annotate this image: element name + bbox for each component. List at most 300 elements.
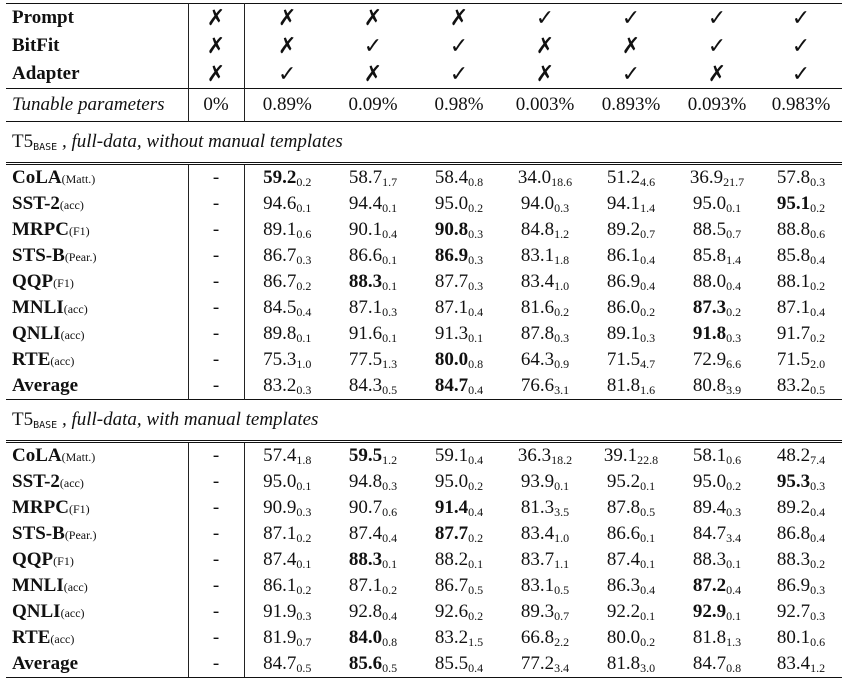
score-cell <box>416 269 502 295</box>
config-row <box>6 32 842 60</box>
score-cell <box>188 373 244 400</box>
score-cell <box>188 495 244 521</box>
task-label <box>6 217 188 243</box>
task-label <box>6 347 188 373</box>
task-metric: (acc) <box>59 198 84 212</box>
config-label: BitFit <box>6 32 188 60</box>
score-mean: 90.8 <box>434 219 469 240</box>
score-mean: 92.7 <box>776 601 811 622</box>
score-std: 0.4 <box>382 227 398 241</box>
score-mean: 85.8 <box>692 245 727 266</box>
score-cell <box>502 269 588 295</box>
score-std: 0.3 <box>382 479 398 493</box>
score-cell <box>674 373 760 400</box>
score-mean: 83.2 <box>434 627 469 648</box>
tunable-parameters-value: 0.003% <box>502 89 588 122</box>
score-cell <box>188 442 244 470</box>
score-std: 0.2 <box>640 305 656 319</box>
score-cell <box>760 373 842 400</box>
score-mean: 86.6 <box>348 245 383 266</box>
score-std: 0.4 <box>726 583 742 597</box>
score-std: 1.7 <box>382 175 398 189</box>
score-mean: 39.1 <box>603 445 638 466</box>
score-cell <box>244 547 330 573</box>
score-std: 1.2 <box>382 453 398 467</box>
score-std: 0.1 <box>296 479 312 493</box>
score-mean: 88.3 <box>348 271 383 292</box>
score-mean: 83.1 <box>520 575 555 596</box>
score-cell <box>416 547 502 573</box>
task-name: STS-B <box>12 245 65 266</box>
task-label <box>6 495 188 521</box>
cross-mark: ✗ <box>188 32 244 60</box>
config-label: Prompt <box>6 4 188 33</box>
task-label <box>6 164 188 192</box>
score-mean: - <box>212 193 220 214</box>
score-std: 0.1 <box>382 331 398 345</box>
score-mean: - <box>212 601 220 622</box>
config-row <box>6 60 842 89</box>
score-cell <box>416 164 502 192</box>
results-table <box>6 3 842 678</box>
score-cell <box>188 164 244 192</box>
score-cell <box>330 164 416 192</box>
score-cell <box>330 547 416 573</box>
score-std: 0.1 <box>296 331 312 345</box>
table-body <box>6 4 842 678</box>
score-mean: 93.9 <box>520 471 555 492</box>
score-std: 0.1 <box>640 609 656 623</box>
task-name: RTE <box>12 349 51 370</box>
score-std: 0.2 <box>726 305 742 319</box>
score-std: 0.5 <box>810 383 826 397</box>
score-mean: 89.3 <box>520 601 555 622</box>
score-mean: 81.8 <box>606 375 641 396</box>
score-mean: 57.4 <box>263 445 297 466</box>
score-cell <box>416 599 502 625</box>
score-std: 0.2 <box>296 531 312 545</box>
task-metric: (acc) <box>50 354 75 368</box>
score-mean: 94.4 <box>348 193 383 214</box>
score-std: 0.4 <box>382 531 398 545</box>
score-mean: - <box>212 575 220 596</box>
score-std: 1.2 <box>554 227 570 241</box>
score-mean: 86.9 <box>776 575 811 596</box>
score-cell <box>588 243 674 269</box>
score-mean: 36.9 <box>689 167 724 188</box>
task-name: Average <box>12 653 79 674</box>
score-cell <box>674 217 760 243</box>
task-label <box>6 373 188 400</box>
score-mean: - <box>212 297 220 318</box>
score-std: 0.4 <box>640 253 656 267</box>
score-std: 0.3 <box>810 609 826 623</box>
score-std: 2.2 <box>554 635 570 649</box>
score-mean: 89.4 <box>692 497 727 518</box>
score-std: 0.2 <box>468 609 484 623</box>
score-cell <box>330 269 416 295</box>
tunable-parameters-value: 0.093% <box>674 89 760 122</box>
score-cell <box>760 243 842 269</box>
score-mean: 58.4 <box>434 167 469 188</box>
tunable-parameters-label: Tunable parameters <box>6 89 188 122</box>
score-mean: 83.4 <box>520 523 555 544</box>
score-mean: 87.4 <box>348 523 383 544</box>
score-mean: 91.3 <box>434 323 469 344</box>
score-std: 0.3 <box>296 609 312 623</box>
score-cell <box>502 295 588 321</box>
score-cell <box>502 469 588 495</box>
score-cell <box>330 469 416 495</box>
score-mean: 87.3 <box>692 297 727 318</box>
score-cell <box>674 469 760 495</box>
check-mark: ✓ <box>760 4 842 33</box>
tunable-parameters-value: 0.98% <box>416 89 502 122</box>
score-cell <box>502 599 588 625</box>
check-mark: ✓ <box>621 61 641 86</box>
score-cell <box>244 243 330 269</box>
score-mean: - <box>212 375 220 396</box>
score-std: 0.1 <box>382 557 398 571</box>
score-cell <box>188 469 244 495</box>
config-label: Adapter <box>6 60 188 89</box>
score-mean: 80.1 <box>776 627 811 648</box>
score-cell <box>416 295 502 321</box>
score-std: 0.3 <box>296 505 312 519</box>
score-cell <box>330 191 416 217</box>
score-std: 3.4 <box>554 661 570 675</box>
score-mean: 89.1 <box>606 323 641 344</box>
score-std: 0.1 <box>382 279 398 293</box>
score-cell <box>330 442 416 470</box>
score-std: 6.6 <box>726 357 742 371</box>
section-header-row <box>6 400 842 442</box>
score-mean: 76.6 <box>520 375 555 396</box>
score-cell <box>244 191 330 217</box>
score-mean: 87.1 <box>434 297 469 318</box>
score-mean: 87.8 <box>606 497 641 518</box>
table-row <box>6 599 842 625</box>
score-mean: 84.7 <box>692 653 727 674</box>
score-cell <box>330 651 416 678</box>
task-name: CoLA <box>12 445 62 466</box>
score-cell <box>502 347 588 373</box>
score-cell <box>588 269 674 295</box>
tunable-parameters-row <box>6 89 842 122</box>
score-std: 3.9 <box>726 383 742 397</box>
score-mean: 64.3 <box>520 349 555 370</box>
score-mean: 59.2 <box>263 167 297 188</box>
score-mean: 80.0 <box>434 349 469 370</box>
score-cell <box>588 495 674 521</box>
score-std: 1.0 <box>296 357 312 371</box>
score-mean: 34.0 <box>517 167 552 188</box>
score-std: 0.2 <box>468 201 484 215</box>
task-name: MRPC <box>12 497 69 518</box>
score-mean: 66.8 <box>520 627 555 648</box>
score-cell <box>588 191 674 217</box>
score-cell <box>760 573 842 599</box>
score-cell <box>502 495 588 521</box>
score-cell <box>188 321 244 347</box>
score-std: 0.5 <box>382 383 398 397</box>
score-mean: - <box>212 549 220 570</box>
score-mean: 51.2 <box>606 167 641 188</box>
score-mean: - <box>212 627 220 648</box>
score-mean: 95.0 <box>692 471 727 492</box>
score-cell <box>588 347 674 373</box>
score-std: 0.3 <box>554 331 570 345</box>
score-std: 0.4 <box>640 583 656 597</box>
score-cell <box>416 651 502 678</box>
task-label <box>6 321 188 347</box>
score-cell <box>330 243 416 269</box>
score-mean: - <box>212 471 220 492</box>
score-std: 1.8 <box>296 453 312 467</box>
score-mean: 83.2 <box>263 375 297 396</box>
score-cell <box>330 625 416 651</box>
score-cell <box>188 651 244 678</box>
score-mean: 86.7 <box>263 245 297 266</box>
score-std: 0.4 <box>468 453 484 467</box>
score-cell <box>188 191 244 217</box>
section-model-name: T5 <box>12 131 34 152</box>
config-row <box>6 4 842 33</box>
score-cell <box>244 495 330 521</box>
score-mean: 59.1 <box>434 445 469 466</box>
score-cell <box>674 295 760 321</box>
score-mean: 57.8 <box>776 167 811 188</box>
score-cell <box>244 164 330 192</box>
score-std: 0.4 <box>810 531 826 545</box>
score-cell <box>188 243 244 269</box>
score-std: 0.1 <box>640 479 656 493</box>
task-name: STS-B <box>12 523 65 544</box>
score-cell <box>244 217 330 243</box>
score-mean: 95.3 <box>776 471 811 492</box>
score-mean: 84.7 <box>692 523 727 544</box>
score-cell <box>502 547 588 573</box>
score-mean: 94.1 <box>606 193 641 214</box>
score-std: 0.4 <box>296 305 312 319</box>
cross-mark: ✗ <box>621 33 641 58</box>
score-std: 0.2 <box>810 201 826 215</box>
score-mean: - <box>212 219 220 240</box>
task-name: SST-2 <box>12 193 60 214</box>
score-std: 0.3 <box>382 305 398 319</box>
score-cell <box>502 164 588 192</box>
score-std: 0.4 <box>468 383 484 397</box>
score-std: 0.2 <box>468 479 484 493</box>
cross-mark: ✗ <box>707 61 727 86</box>
table-row <box>6 295 842 321</box>
cross-mark: ✗ <box>535 61 555 86</box>
score-std: 0.4 <box>468 305 484 319</box>
score-std: 0.7 <box>726 227 742 241</box>
score-cell <box>760 217 842 243</box>
cross-mark: ✗ <box>244 4 330 33</box>
score-mean: 87.7 <box>434 271 469 292</box>
score-cell <box>588 469 674 495</box>
score-cell <box>674 651 760 678</box>
score-mean: 87.4 <box>263 549 297 570</box>
score-mean: 88.3 <box>692 549 727 570</box>
score-mean: 90.7 <box>348 497 383 518</box>
score-std: 0.7 <box>640 227 656 241</box>
score-mean: 71.5 <box>606 349 641 370</box>
score-std: 0.3 <box>296 383 312 397</box>
score-cell <box>674 191 760 217</box>
score-std: 0.5 <box>554 583 570 597</box>
task-name: MRPC <box>12 219 69 240</box>
score-mean: 85.5 <box>434 653 469 674</box>
score-std: 1.2 <box>810 661 826 675</box>
score-cell <box>416 625 502 651</box>
cross-mark: ✗ <box>188 60 244 89</box>
score-std: 0.1 <box>726 201 742 215</box>
score-std: 0.1 <box>726 609 742 623</box>
section-setting: , full-data, without manual templates <box>57 131 343 152</box>
score-std: 0.6 <box>382 505 398 519</box>
check-mark: ✓ <box>707 33 727 58</box>
table-row <box>6 373 842 400</box>
score-std: 18.2 <box>551 453 573 467</box>
score-mean: 86.9 <box>606 271 641 292</box>
score-mean: 86.1 <box>263 575 297 596</box>
score-mean: 94.8 <box>348 471 383 492</box>
score-std: 0.3 <box>296 253 312 267</box>
score-mean: 85.6 <box>348 653 383 674</box>
score-mean: 92.8 <box>348 601 383 622</box>
tunable-parameters-value: 0% <box>188 89 244 122</box>
score-cell <box>588 625 674 651</box>
score-mean: 88.2 <box>434 549 469 570</box>
score-cell <box>502 191 588 217</box>
check-mark: ✓ <box>278 61 297 86</box>
score-mean: - <box>212 497 220 518</box>
cross-mark: ✗ <box>188 4 244 33</box>
score-std: 0.3 <box>810 479 826 493</box>
score-std: 0.4 <box>810 505 826 519</box>
task-metric: (Pear.) <box>64 250 97 264</box>
score-std: 0.1 <box>468 557 484 571</box>
task-name: SST-2 <box>12 471 60 492</box>
score-cell <box>330 217 416 243</box>
score-mean: 95.0 <box>434 471 469 492</box>
table-row <box>6 191 842 217</box>
score-std: 0.3 <box>468 279 484 293</box>
score-cell <box>188 573 244 599</box>
score-std: 0.2 <box>810 557 826 571</box>
score-mean: 36.3 <box>517 445 552 466</box>
score-cell <box>760 625 842 651</box>
task-metric: (Matt.) <box>61 450 96 464</box>
score-cell <box>674 442 760 470</box>
score-std: 0.5 <box>468 583 484 597</box>
task-label <box>6 243 188 269</box>
score-cell <box>244 269 330 295</box>
score-std: 0.2 <box>810 331 826 345</box>
score-cell <box>244 373 330 400</box>
score-std: 0.8 <box>468 175 484 189</box>
task-metric: (Matt.) <box>61 172 96 186</box>
score-mean: 83.7 <box>520 549 555 570</box>
score-std: 0.4 <box>468 661 484 675</box>
score-cell <box>330 373 416 400</box>
tunable-parameters-value: 0.89% <box>244 89 330 122</box>
score-std: 0.3 <box>468 253 484 267</box>
table-row <box>6 625 842 651</box>
score-cell <box>588 321 674 347</box>
score-mean: 95.1 <box>776 193 811 214</box>
score-std: 0.2 <box>296 175 312 189</box>
score-mean: 77.5 <box>348 349 383 370</box>
score-mean: 48.2 <box>776 445 811 466</box>
score-cell <box>244 321 330 347</box>
task-name: Average <box>12 375 79 396</box>
cross-mark: ✗ <box>278 33 297 58</box>
score-std: 0.2 <box>382 583 398 597</box>
score-std: 0.4 <box>382 609 398 623</box>
cross-mark: ✗ <box>535 33 555 58</box>
score-std: 3.4 <box>726 531 742 545</box>
task-metric: (F1) <box>53 276 74 290</box>
score-mean: 88.3 <box>348 549 383 570</box>
score-mean: 90.1 <box>348 219 383 240</box>
score-mean: 83.4 <box>520 271 555 292</box>
score-std: 22.8 <box>637 453 659 467</box>
score-mean: 77.2 <box>520 653 555 674</box>
score-std: 0.2 <box>810 279 826 293</box>
score-mean: 88.5 <box>692 219 727 240</box>
score-mean: 88.1 <box>776 271 811 292</box>
score-std: 0.3 <box>554 201 570 215</box>
score-cell <box>502 625 588 651</box>
score-std: 0.4 <box>810 305 826 319</box>
score-cell <box>330 495 416 521</box>
score-std: 1.6 <box>640 383 656 397</box>
score-mean: 94.6 <box>263 193 297 214</box>
score-cell <box>674 547 760 573</box>
score-cell <box>416 191 502 217</box>
score-std: 0.6 <box>296 227 312 241</box>
task-label <box>6 573 188 599</box>
score-std: 0.2 <box>726 479 742 493</box>
score-std: 4.6 <box>640 175 656 189</box>
table-row <box>6 495 842 521</box>
score-std: 0.6 <box>726 453 742 467</box>
score-cell <box>188 521 244 547</box>
score-cell <box>244 625 330 651</box>
section-header-row <box>6 122 842 164</box>
score-std: 0.3 <box>726 331 742 345</box>
score-mean: 92.9 <box>692 601 727 622</box>
table-row <box>6 269 842 295</box>
table-row <box>6 651 842 678</box>
task-label <box>6 295 188 321</box>
score-cell <box>502 321 588 347</box>
check-mark: ✓ <box>588 4 674 33</box>
score-mean: - <box>212 323 220 344</box>
task-label <box>6 521 188 547</box>
score-std: 0.8 <box>382 635 398 649</box>
score-std: 0.2 <box>554 305 570 319</box>
score-mean: - <box>212 271 220 292</box>
tunable-parameters-value: 0.983% <box>760 89 842 122</box>
score-cell <box>188 347 244 373</box>
score-cell <box>674 269 760 295</box>
score-cell <box>330 347 416 373</box>
